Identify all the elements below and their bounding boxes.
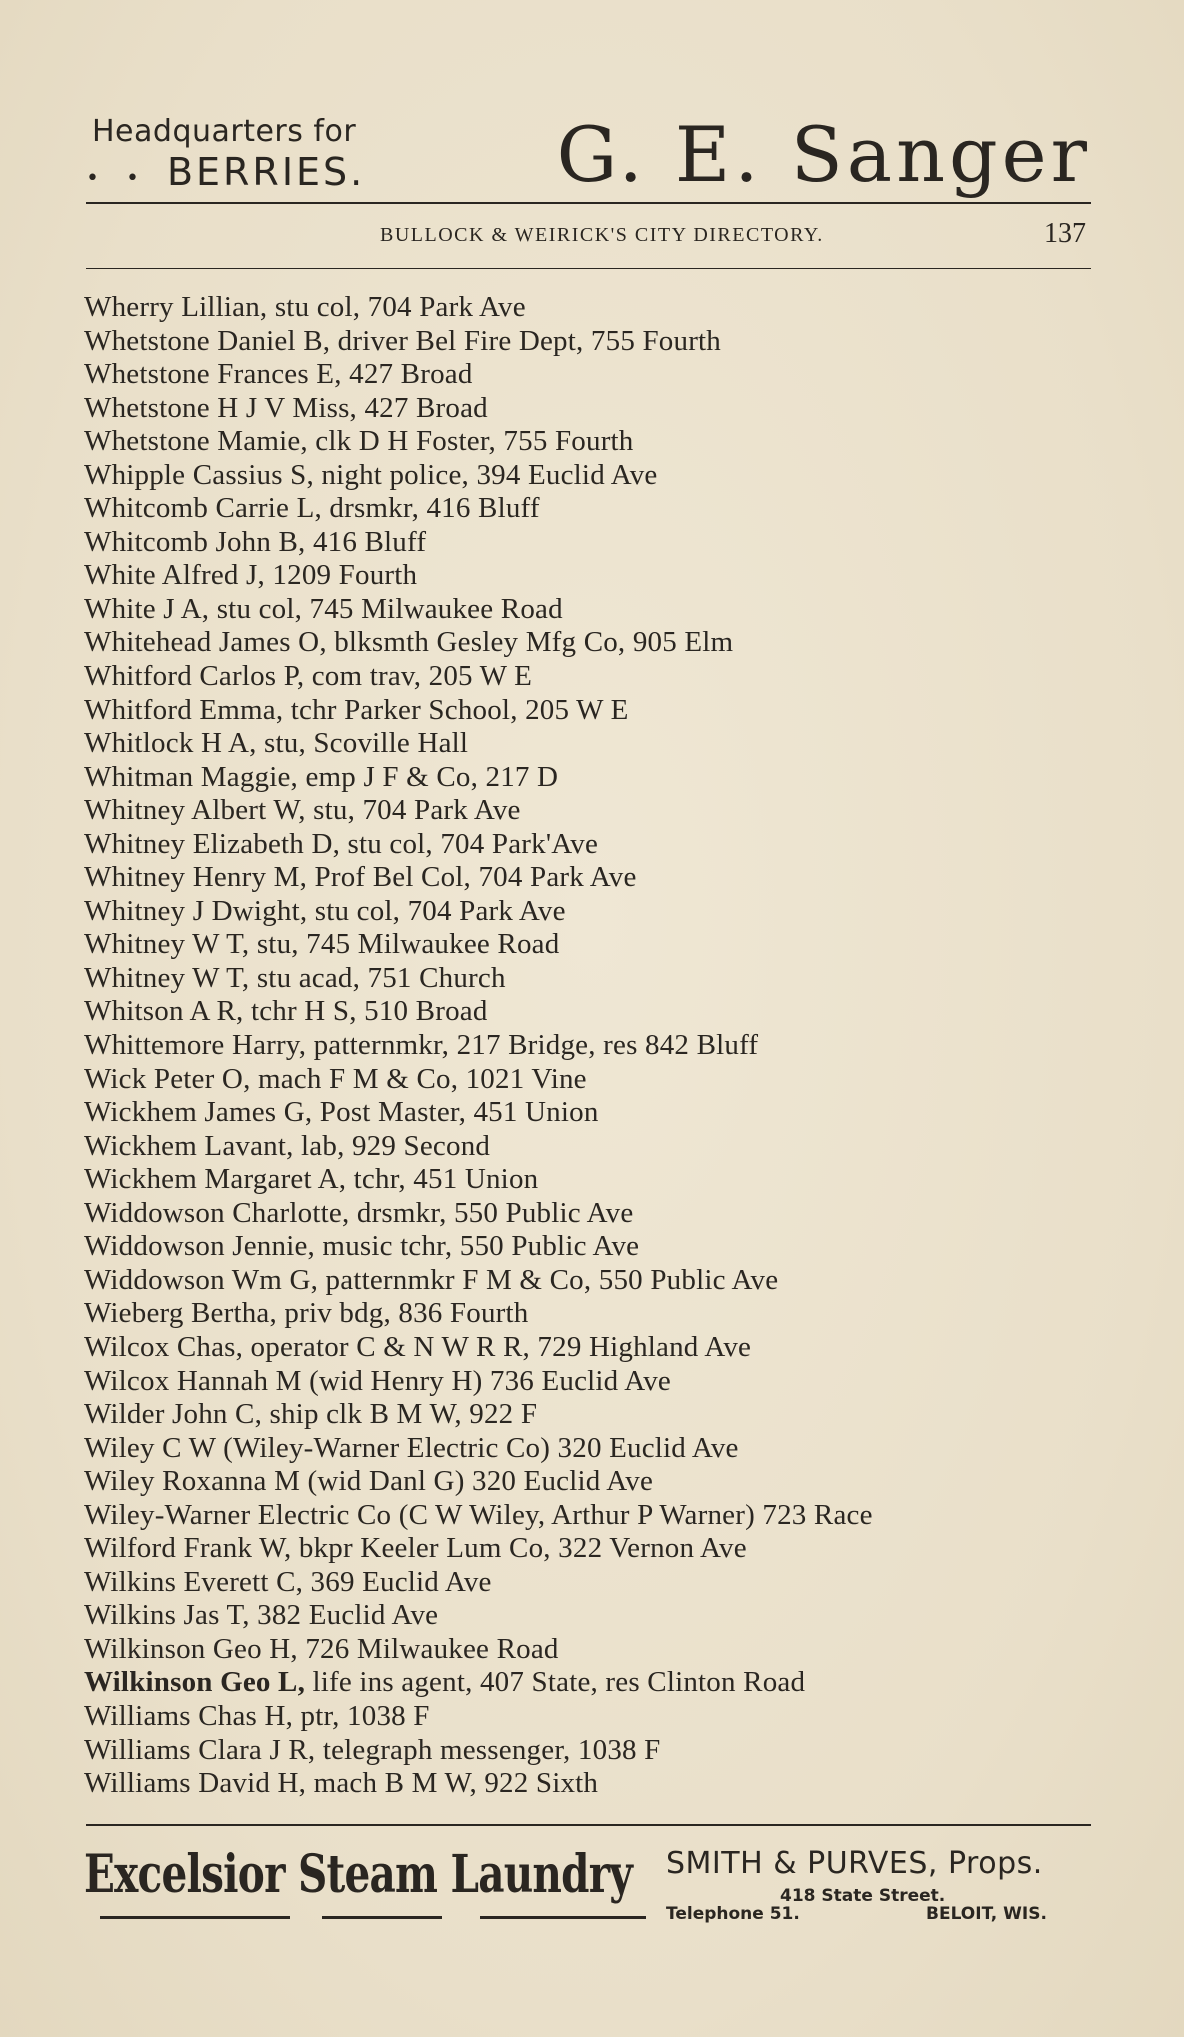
directory-entry xyxy=(84,325,1104,359)
entry-name: White Alfred J, xyxy=(84,559,265,592)
entry-name: Wiley Roxanna M xyxy=(84,1465,301,1498)
entry-details: drsmkr, 416 Bluff xyxy=(321,492,540,525)
entry-details: (wid Danl G) 320 Euclid Ave xyxy=(300,1465,654,1498)
entry-details: 726 Milwaukee Road xyxy=(297,1632,559,1665)
entry-details: priv bdg, 836 Fourth xyxy=(276,1297,529,1330)
running-header-title: BULLOCK & WEIRICK'S CITY DIRECTORY. xyxy=(380,224,824,246)
directory-entry xyxy=(84,727,1104,761)
entry-details: stu col, 704 Park Ave xyxy=(307,894,566,927)
entry-name: Wickhem James G, xyxy=(84,1096,313,1129)
directory-entry xyxy=(84,1230,1104,1264)
headquarters-text: Headquarters for xyxy=(92,114,357,149)
entry-details: life ins agent, 407 State, res Clinton Road xyxy=(305,1666,806,1699)
entry-name: Whitney Albert W, xyxy=(84,794,306,827)
entry-details: patternmkr F M & Co, 550 Public Ave xyxy=(318,1263,779,1296)
entry-name: Wickhem Margaret A, xyxy=(84,1163,347,1196)
entry-details: 1209 Fourth xyxy=(264,559,418,592)
entry-name: Whetstone H J V Miss, xyxy=(84,391,358,424)
directory-entry xyxy=(84,828,1104,862)
entry-name: Wickhem Lavant, xyxy=(84,1129,294,1162)
laundry-underline-1 xyxy=(100,1916,290,1919)
entry-details: Prof Bel Col, 704 Park Ave xyxy=(307,861,637,894)
directory-entry xyxy=(84,526,1104,560)
entry-name: Whitney J Dwight, xyxy=(84,894,308,927)
directory-entry xyxy=(84,1331,1104,1365)
page-number: 137 xyxy=(1044,218,1086,249)
bottom-divider xyxy=(86,1824,1091,1826)
entry-name: Whitney W T, xyxy=(84,928,250,961)
entry-name: Whitson A R, xyxy=(84,995,244,1028)
directory-entries xyxy=(84,291,1104,1801)
entry-details: stu col, 745 Milwaukee Road xyxy=(209,592,563,625)
directory-entry xyxy=(84,1432,1104,1466)
entry-details: ship clk B M W, 922 F xyxy=(262,1398,538,1431)
entry-name: Whitcomb John B, xyxy=(84,525,306,558)
entry-details: ptr, 1038 F xyxy=(293,1699,430,1732)
directory-entry xyxy=(84,995,1104,1029)
directory-entry xyxy=(84,1767,1104,1801)
entry-details: operator C & N W R R, 729 Highland Ave xyxy=(243,1330,752,1363)
entry-details: patternmkr, 217 Bridge, res 842 Bluff xyxy=(306,1029,759,1062)
directory-entry xyxy=(84,1532,1104,1566)
directory-entry xyxy=(84,1264,1104,1298)
entry-details: 416 Bluff xyxy=(305,525,427,558)
entry-details: (C W Wiley, Arthur P Warner) 723 Race xyxy=(391,1498,873,1531)
top-advertisement xyxy=(86,110,1091,200)
laundry-underline-3 xyxy=(480,1916,646,1919)
entry-details: tchr Parker School, 205 W E xyxy=(283,693,629,726)
berries-text: BERRIES. xyxy=(166,150,366,194)
entry-details: stu col, 704 Park'Ave xyxy=(340,827,599,860)
entry-name: Whetstone Frances E, xyxy=(84,358,342,391)
entry-details: music tchr, 550 Public Ave xyxy=(314,1230,640,1263)
entry-details: mach F M & Co, 1021 Vine xyxy=(250,1062,587,1095)
entry-name: Whitney Elizabeth D, xyxy=(84,827,341,860)
entry-name: Williams Chas H, xyxy=(84,1699,294,1732)
entry-details: mach B M W, 922 Sixth xyxy=(306,1767,599,1800)
directory-entry xyxy=(84,1163,1104,1197)
directory-entry xyxy=(84,794,1104,828)
directory-entry xyxy=(84,1398,1104,1432)
directory-entry xyxy=(84,660,1104,694)
entry-details: 369 Euclid Ave xyxy=(303,1565,492,1598)
laundry-address: 418 State Street. xyxy=(780,1886,946,1906)
entry-name: Whitney W T, xyxy=(84,961,250,994)
entry-details: lab, 929 Second xyxy=(293,1129,491,1162)
entry-name: Wilkins Everett C, xyxy=(84,1565,304,1598)
laundry-city: BELOIT, WIS. xyxy=(926,1904,1047,1924)
entry-details: 382 Euclid Ave xyxy=(249,1599,439,1632)
entry-name: Whitcomb Carrie L, xyxy=(84,492,322,525)
entry-details: stu, 745 Milwaukee Road xyxy=(249,928,560,961)
entry-details: stu col, 704 Park Ave xyxy=(267,291,526,323)
entry-details: stu acad, 751 Church xyxy=(249,961,506,994)
entry-name: Wilford Frank W, xyxy=(84,1532,292,1565)
directory-entry xyxy=(84,1029,1104,1063)
directory-entry xyxy=(84,1666,1104,1700)
directory-entry xyxy=(84,392,1104,426)
directory-entry xyxy=(84,1633,1104,1667)
directory-entry xyxy=(84,1599,1104,1633)
laundry-name: Excelsior Steam Laundry xyxy=(84,1844,633,1905)
entry-details: 427 Broad xyxy=(357,391,488,424)
entry-details: driver Bel Fire Dept, 755 Fourth xyxy=(330,324,722,357)
directory-entry xyxy=(84,626,1104,660)
entry-name: Whitehead James O, xyxy=(84,626,327,659)
directory-entry xyxy=(84,459,1104,493)
entry-details: tchr, 451 Union xyxy=(346,1163,539,1196)
entry-details: clk D H Foster, 755 Fourth xyxy=(307,425,634,458)
directory-entry xyxy=(84,694,1104,728)
directory-entry xyxy=(84,1297,1104,1331)
entry-details: com trav, 205 W E xyxy=(304,660,533,693)
entry-details: Post Master, 451 Union xyxy=(312,1096,599,1129)
top-divider xyxy=(86,202,1091,204)
entry-name: Wieberg Bertha, xyxy=(84,1297,277,1330)
berries-line xyxy=(86,150,365,194)
entry-name: Wilkinson Geo H, xyxy=(84,1632,298,1665)
entry-name: Whetstone Daniel B, xyxy=(84,324,331,357)
entry-details: stu, Scoville Hall xyxy=(256,727,469,760)
entry-name: Wilkinson Geo L, xyxy=(84,1666,306,1699)
entry-name: Wiley C W xyxy=(84,1431,216,1464)
directory-entry xyxy=(84,1063,1104,1097)
directory-entry xyxy=(84,1734,1104,1768)
entry-name: Whitford Emma, xyxy=(84,693,284,726)
directory-entry xyxy=(84,1499,1104,1533)
laundry-underline-2 xyxy=(322,1916,442,1919)
entry-name: Wilder John C, xyxy=(84,1398,263,1431)
directory-entry xyxy=(84,291,1104,325)
entry-name: Wiley-Warner Electric Co xyxy=(84,1498,392,1531)
directory-entry xyxy=(84,861,1104,895)
entry-name: Whittemore Harry, xyxy=(84,1029,307,1062)
entry-details: emp J F & Co, 217 D xyxy=(298,760,559,793)
entry-name: Widdowson Charlotte, xyxy=(84,1196,350,1229)
entry-details: bkpr Keeler Lum Co, 322 Vernon Ave xyxy=(291,1532,747,1565)
entry-name: Williams David H, xyxy=(84,1767,307,1800)
directory-entry xyxy=(84,1465,1104,1499)
directory-entry xyxy=(84,928,1104,962)
entry-name: Widdowson Wm G, xyxy=(84,1263,319,1296)
directory-entry xyxy=(84,962,1104,996)
entry-name: Whitford Carlos P, xyxy=(84,660,305,693)
entry-name: Wilcox Chas, xyxy=(84,1330,244,1363)
header-divider xyxy=(86,268,1091,269)
entry-details: 427 Broad xyxy=(341,358,473,391)
entry-details: tchr H S, 510 Broad xyxy=(243,995,488,1028)
directory-entry xyxy=(84,425,1104,459)
entry-details: night police, 394 Euclid Ave xyxy=(313,458,658,491)
directory-entry xyxy=(84,761,1104,795)
directory-entry xyxy=(84,1566,1104,1600)
directory-entry xyxy=(84,1700,1104,1734)
proprietors: SMITH & PURVES, Props. xyxy=(666,1846,1043,1881)
directory-entry xyxy=(84,358,1104,392)
entry-name: Wilcox Hannah M xyxy=(84,1364,302,1397)
directory-entry xyxy=(84,895,1104,929)
entry-name: Wherry Lillian, xyxy=(84,291,268,323)
laundry-telephone: Telephone 51. xyxy=(666,1904,800,1924)
directory-entry xyxy=(84,559,1104,593)
entry-name: Wilkins Jas T, xyxy=(84,1599,250,1632)
entry-details: (Wiley-Warner Electric Co) 320 Euclid Ave xyxy=(215,1431,739,1464)
bullet-ornaments: • • xyxy=(86,166,149,191)
entry-name: White J A, xyxy=(84,592,210,625)
advertiser-name: G. E. Sanger xyxy=(556,110,1091,199)
entry-name: Whitney Henry M, xyxy=(84,861,308,894)
directory-entry xyxy=(84,593,1104,627)
entry-name: Widdowson Jennie, xyxy=(84,1230,315,1263)
entry-details: telegraph messenger, 1038 F xyxy=(315,1733,661,1766)
entry-name: Whetstone Mamie, xyxy=(84,425,308,458)
entry-name: Wick Peter O, xyxy=(84,1062,251,1095)
entry-name: Whitlock H A, xyxy=(84,727,257,760)
entry-name: Williams Clara J R, xyxy=(84,1733,316,1766)
entry-details: drsmkr, 550 Public Ave xyxy=(349,1196,634,1229)
directory-entry xyxy=(84,1365,1104,1399)
directory-entry xyxy=(84,1197,1104,1231)
directory-entry xyxy=(84,1096,1104,1130)
directory-entry xyxy=(84,492,1104,526)
entry-name: Whitman Maggie, xyxy=(84,760,299,793)
entry-details: (wid Henry H) 736 Euclid Ave xyxy=(301,1364,671,1397)
directory-entry xyxy=(84,1130,1104,1164)
entry-details: stu, 704 Park Ave xyxy=(305,794,521,827)
entry-details: blksmth Gesley Mfg Co, 905 Elm xyxy=(326,626,734,659)
entry-name: Whipple Cassius S, xyxy=(84,458,314,491)
